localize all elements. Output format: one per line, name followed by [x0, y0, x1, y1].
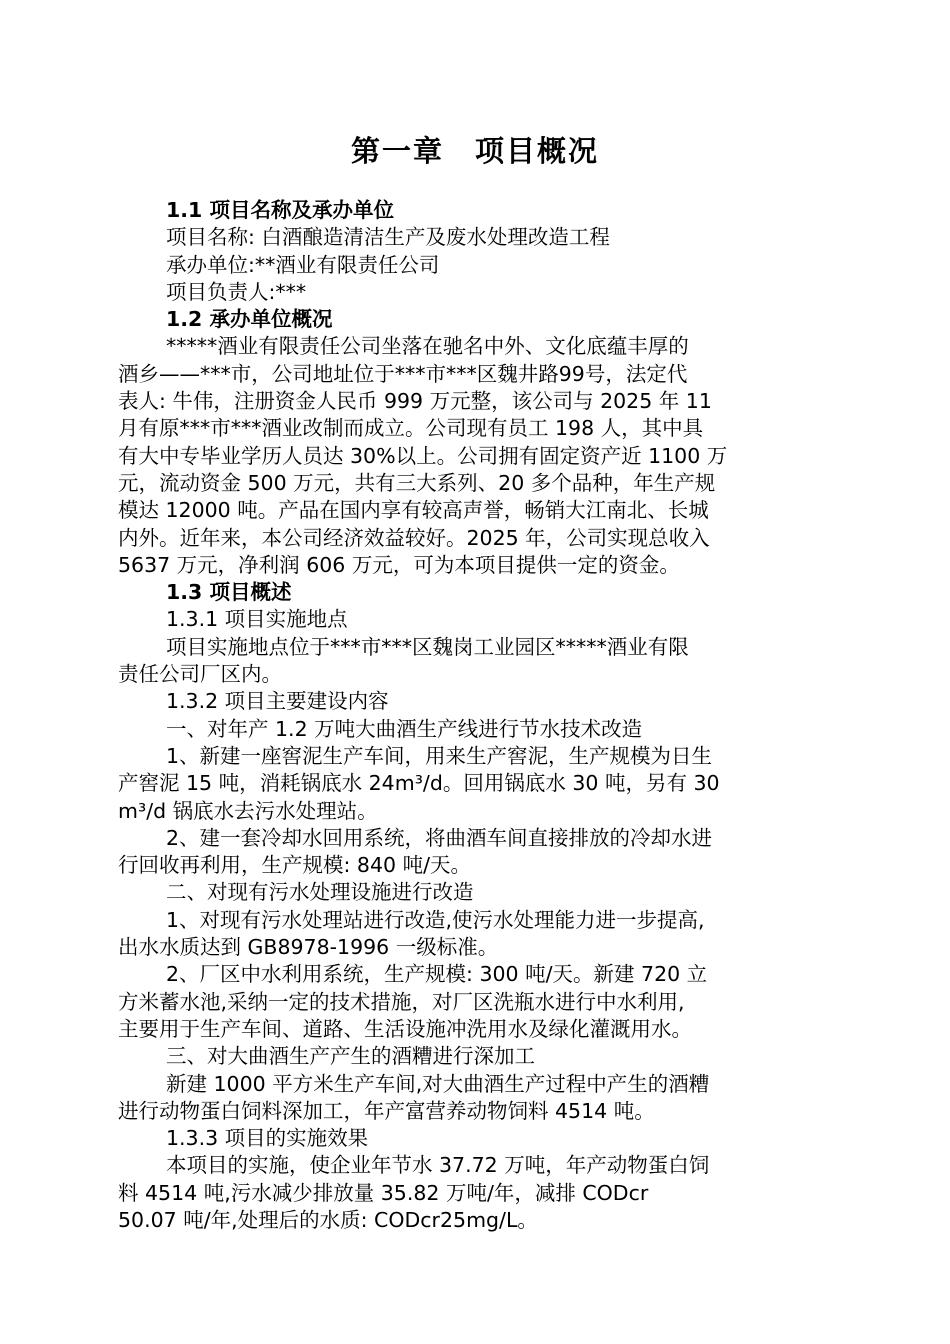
- text-line: 1.3.3 项目的实施效果: [166, 1126, 369, 1151]
- text-line: 产窖泥 15 吨，消耗锅底水 24m³/d。回用锅底水 30 吨，另有 30: [118, 771, 720, 796]
- text-line: 责任公司厂区内。: [118, 662, 282, 687]
- text-line: *****酒业有限责任公司坐落在驰名中外、文化底蕴丰厚的: [166, 334, 689, 359]
- text-line: 进行动物蛋白饲料深加工，年产富营养动物饲料 4514 吨。: [118, 1098, 655, 1123]
- text-line: 承办单位:**酒业有限责任公司: [166, 252, 440, 277]
- text-line: 模达 12000 吨。产品在国内享有较高声誉，畅销大江南北、长城: [118, 498, 709, 523]
- section-heading: 1.3 项目概述: [166, 580, 292, 605]
- text-line: m³/d 锅底水去污水处理站。: [118, 798, 378, 823]
- section-heading: 1.1 项目名称及承办单位: [166, 198, 394, 222]
- text-line: 项目名称: 白酒酿造清洁生产及废水处理改造工程: [166, 225, 610, 250]
- text-line: 料 4514 吨,污水减少排放量 35.82 万吨/年，减排 CODcr: [118, 1180, 649, 1205]
- text-line: 1.3.1 项目实施地点: [166, 607, 348, 632]
- section-heading: 1.2 承办单位概况: [166, 307, 333, 332]
- text-line: 2、厂区中水利用系统，生产规模: 300 吨/天。新建 720 立: [166, 962, 708, 987]
- text-line: 月有原***市***酒业改制而成立。公司现有员工 198 人，其中具: [118, 416, 704, 441]
- text-line: 项目实施地点位于***市***区魏岗工业园区*****酒业有限: [166, 634, 689, 659]
- text-line: 有大中专毕业学历人员达 30%以上。公司拥有固定资产近 1100 万: [118, 443, 728, 468]
- text-line: 一、对年产 1.2 万吨大曲酒生产线进行节水技术改造: [166, 716, 643, 741]
- chapter-title: 第一章 项目概况: [350, 134, 599, 168]
- text-line: 项目负责人:***: [166, 279, 307, 304]
- text-line: 1、对现有污水处理站进行改造,使污水处理能力进一步提高,: [166, 907, 705, 932]
- text-line: 方米蓄水池,采纳一定的技术措施，对厂区洗瓶水进行中水利用,: [118, 989, 685, 1014]
- text-line: 二、对现有污水处理设施进行改造: [166, 880, 474, 905]
- text-line: 5637 万元，净利润 606 万元，可为本项目提供一定的资金。: [118, 552, 680, 577]
- text-line: 酒乡——***市，公司地址位于***市***区魏井路99号，法定代: [118, 361, 688, 386]
- text-line: 主要用于生产车间、道路、生活设施冲洗用水及绿化灌溉用水。: [118, 1016, 692, 1041]
- text-line: 1.3.2 项目主要建设内容: [166, 689, 389, 714]
- text-line: 50.07 吨/年,处理后的水质: CODcr25mg/L。: [118, 1207, 538, 1232]
- text-line: 本项目的实施，使企业年节水 37.72 万吨，年产动物蛋白饲: [166, 1153, 710, 1178]
- text-line: 内外。近年来，本公司经济效益较好。2025 年，公司实现总收入: [118, 525, 710, 550]
- text-line: 2、建一套冷却水回用系统，将曲酒车间直接排放的冷却水进: [166, 825, 713, 850]
- text-line: 新建 1000 平方米生产车间,对大曲酒生产过程中产生的酒糟: [166, 1071, 710, 1096]
- text-line: 表人: 牛伟，注册资金人民币 999 万元整，该公司与 2025 年 11: [118, 389, 712, 414]
- text-line: 行回收再利用，生产规模: 840 吨/天。: [118, 853, 471, 878]
- text-line: 三、对大曲酒生产产生的酒糟进行深加工: [166, 1044, 535, 1069]
- text-line: 出水水质达到 GB8978-1996 一级标准。: [118, 935, 499, 960]
- text-line: 元，流动资金 500 万元，共有三大系列、20 多个品种，年生产规: [118, 470, 716, 495]
- document-body: [118, 197, 858, 1234]
- text-line: 1、新建一座窖泥生产车间，用来生产窖泥，生产规模为日生: [166, 743, 713, 768]
